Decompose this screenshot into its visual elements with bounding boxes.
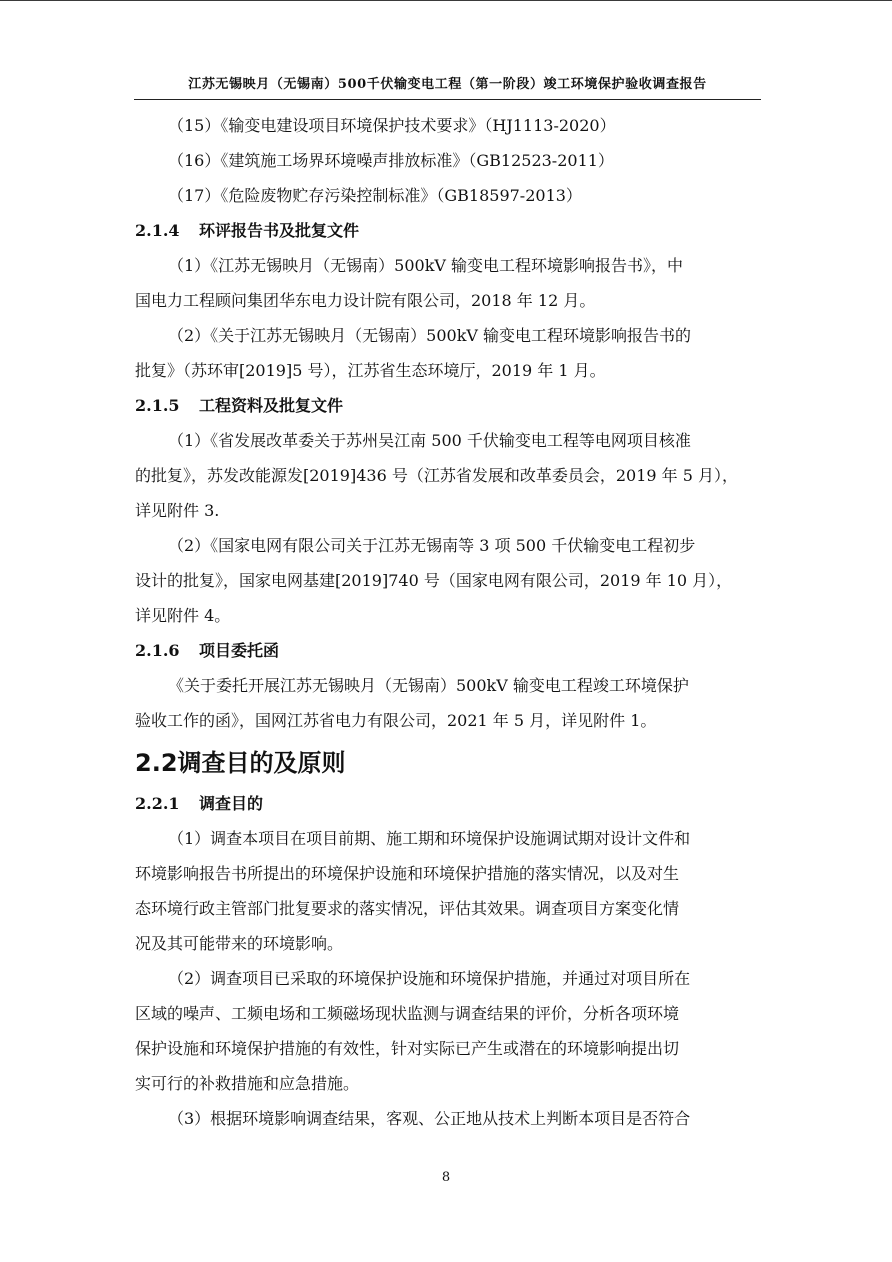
chapter-heading: 2.2调查目的及原则 [135,749,346,777]
paragraph-line: 的批复》，苏发改能源发[2019]436 号（江苏省发展和改革委员会，2019 年 5 月）， [135,466,738,485]
section-number: 2.1.4 [135,221,180,240]
paragraph [135,318,760,388]
paragraph-line: （1）《省发展改革委关于苏州吴江南 500 千伏输变电工程等电网项目核准 [168,431,691,450]
paragraph-line: 实可行的补救措施和应急措施。 [135,1074,360,1093]
page-top-edge [0,0,892,1]
section-title: 调查目的 [199,794,264,813]
page-number: 8 [441,1170,451,1185]
paragraph-line: 详见附件 4。 [135,606,231,625]
section-number: 2.2.1 [135,794,180,813]
running-header: 江苏无锡映月（无锡南）500千伏输变电工程（第一阶段）竣工环境保护验收调查报告 [188,77,707,92]
paragraph-line: 环境影响报告书所提出的环境保护设施和环境保护措施的落实情况，以及对生 [135,864,680,883]
section-heading [135,213,760,248]
paragraph-line: 保护设施和环境保护措施的有效性，针对实际已产生或潜在的环境影响提出切 [135,1039,680,1058]
paragraph-line: 区域的噪声、工频电场和工频磁场现状监测与调查结果的评价，分析各项环境 [135,1004,680,1023]
paragraph [135,1101,760,1136]
paragraph-line: 批复》（苏环审[2019]5 号），江苏省生态环境厅，2019 年 1 月。 [135,361,606,380]
paragraph [135,248,760,318]
paragraph [135,108,760,143]
paragraph [135,668,760,738]
paragraph [135,961,760,1101]
section-number: 2.1.5 [135,396,180,415]
paragraph-line: 验收工作的函》，国网江苏省电力有限公司，2021 年 5 月，详见附件 1。 [135,711,657,730]
paragraph-line: （2）调查项目已采取的环境保护设施和环境保护措施，并通过对项目所在 [168,969,691,988]
section-number: 2.1.6 [135,641,180,660]
paragraph-line: 《关于委托开展江苏无锡映月（无锡南）500kV 输变电工程竣工环境保护 [168,676,689,695]
section-heading [135,388,760,423]
paragraph-line: （3）根据环境影响调查结果，客观、公正地从技术上判断本项目是否符合 [168,1109,691,1128]
paragraph-line: 况及其可能带来的环境影响。 [135,934,344,953]
paragraph-line: （16）《建筑施工场界环境噪声排放标准》（GB12523-2011） [168,151,614,170]
section-title: 项目委托函 [199,641,280,660]
paragraph [135,821,760,961]
paragraph-line: 国电力工程顾问集团华东电力设计院有限公司，2018 年 12 月。 [135,291,596,310]
section-title: 工程资料及批复文件 [199,396,344,415]
paragraph-line: （2）《关于江苏无锡映月（无锡南）500kV 输变电工程环境影响报告书的 [168,326,692,345]
paragraph-line: （15）《输变电建设项目环境保护技术要求》（HJ1113-2020） [168,116,616,135]
paragraph-line: 详见附件 3. [135,501,220,520]
section-heading [135,633,760,668]
paragraph-line: （2）《国家电网有限公司关于江苏无锡南等 3 项 500 千伏输变电工程初步 [168,536,696,555]
paragraph-line: （17）《危险废物贮存污染控制标准》（GB18597-2013） [168,186,582,205]
section-heading [135,786,760,821]
paragraph [135,178,760,213]
paragraph [135,143,760,178]
paragraph-line: （1）《江苏无锡映月（无锡南）500kV 输变电工程环境影响报告书》，中 [168,256,684,275]
paragraph [135,423,760,528]
paragraph-line: 设计的批复》，国家电网基建[2019]740 号（国家电网有限公司，2019 年 10 月）， [135,571,733,590]
paragraph [135,528,760,633]
paragraph-line: （1）调查本项目在项目前期、施工期和环境保护设施调试期对设计文件和 [168,829,691,848]
section-title: 环评报告书及批复文件 [199,221,360,240]
document-body [135,108,760,1136]
paragraph-line: 态环境行政主管部门批复要求的落实情况，评估其效果。调查项目方案变化情 [135,899,680,918]
header-rule [134,99,761,100]
